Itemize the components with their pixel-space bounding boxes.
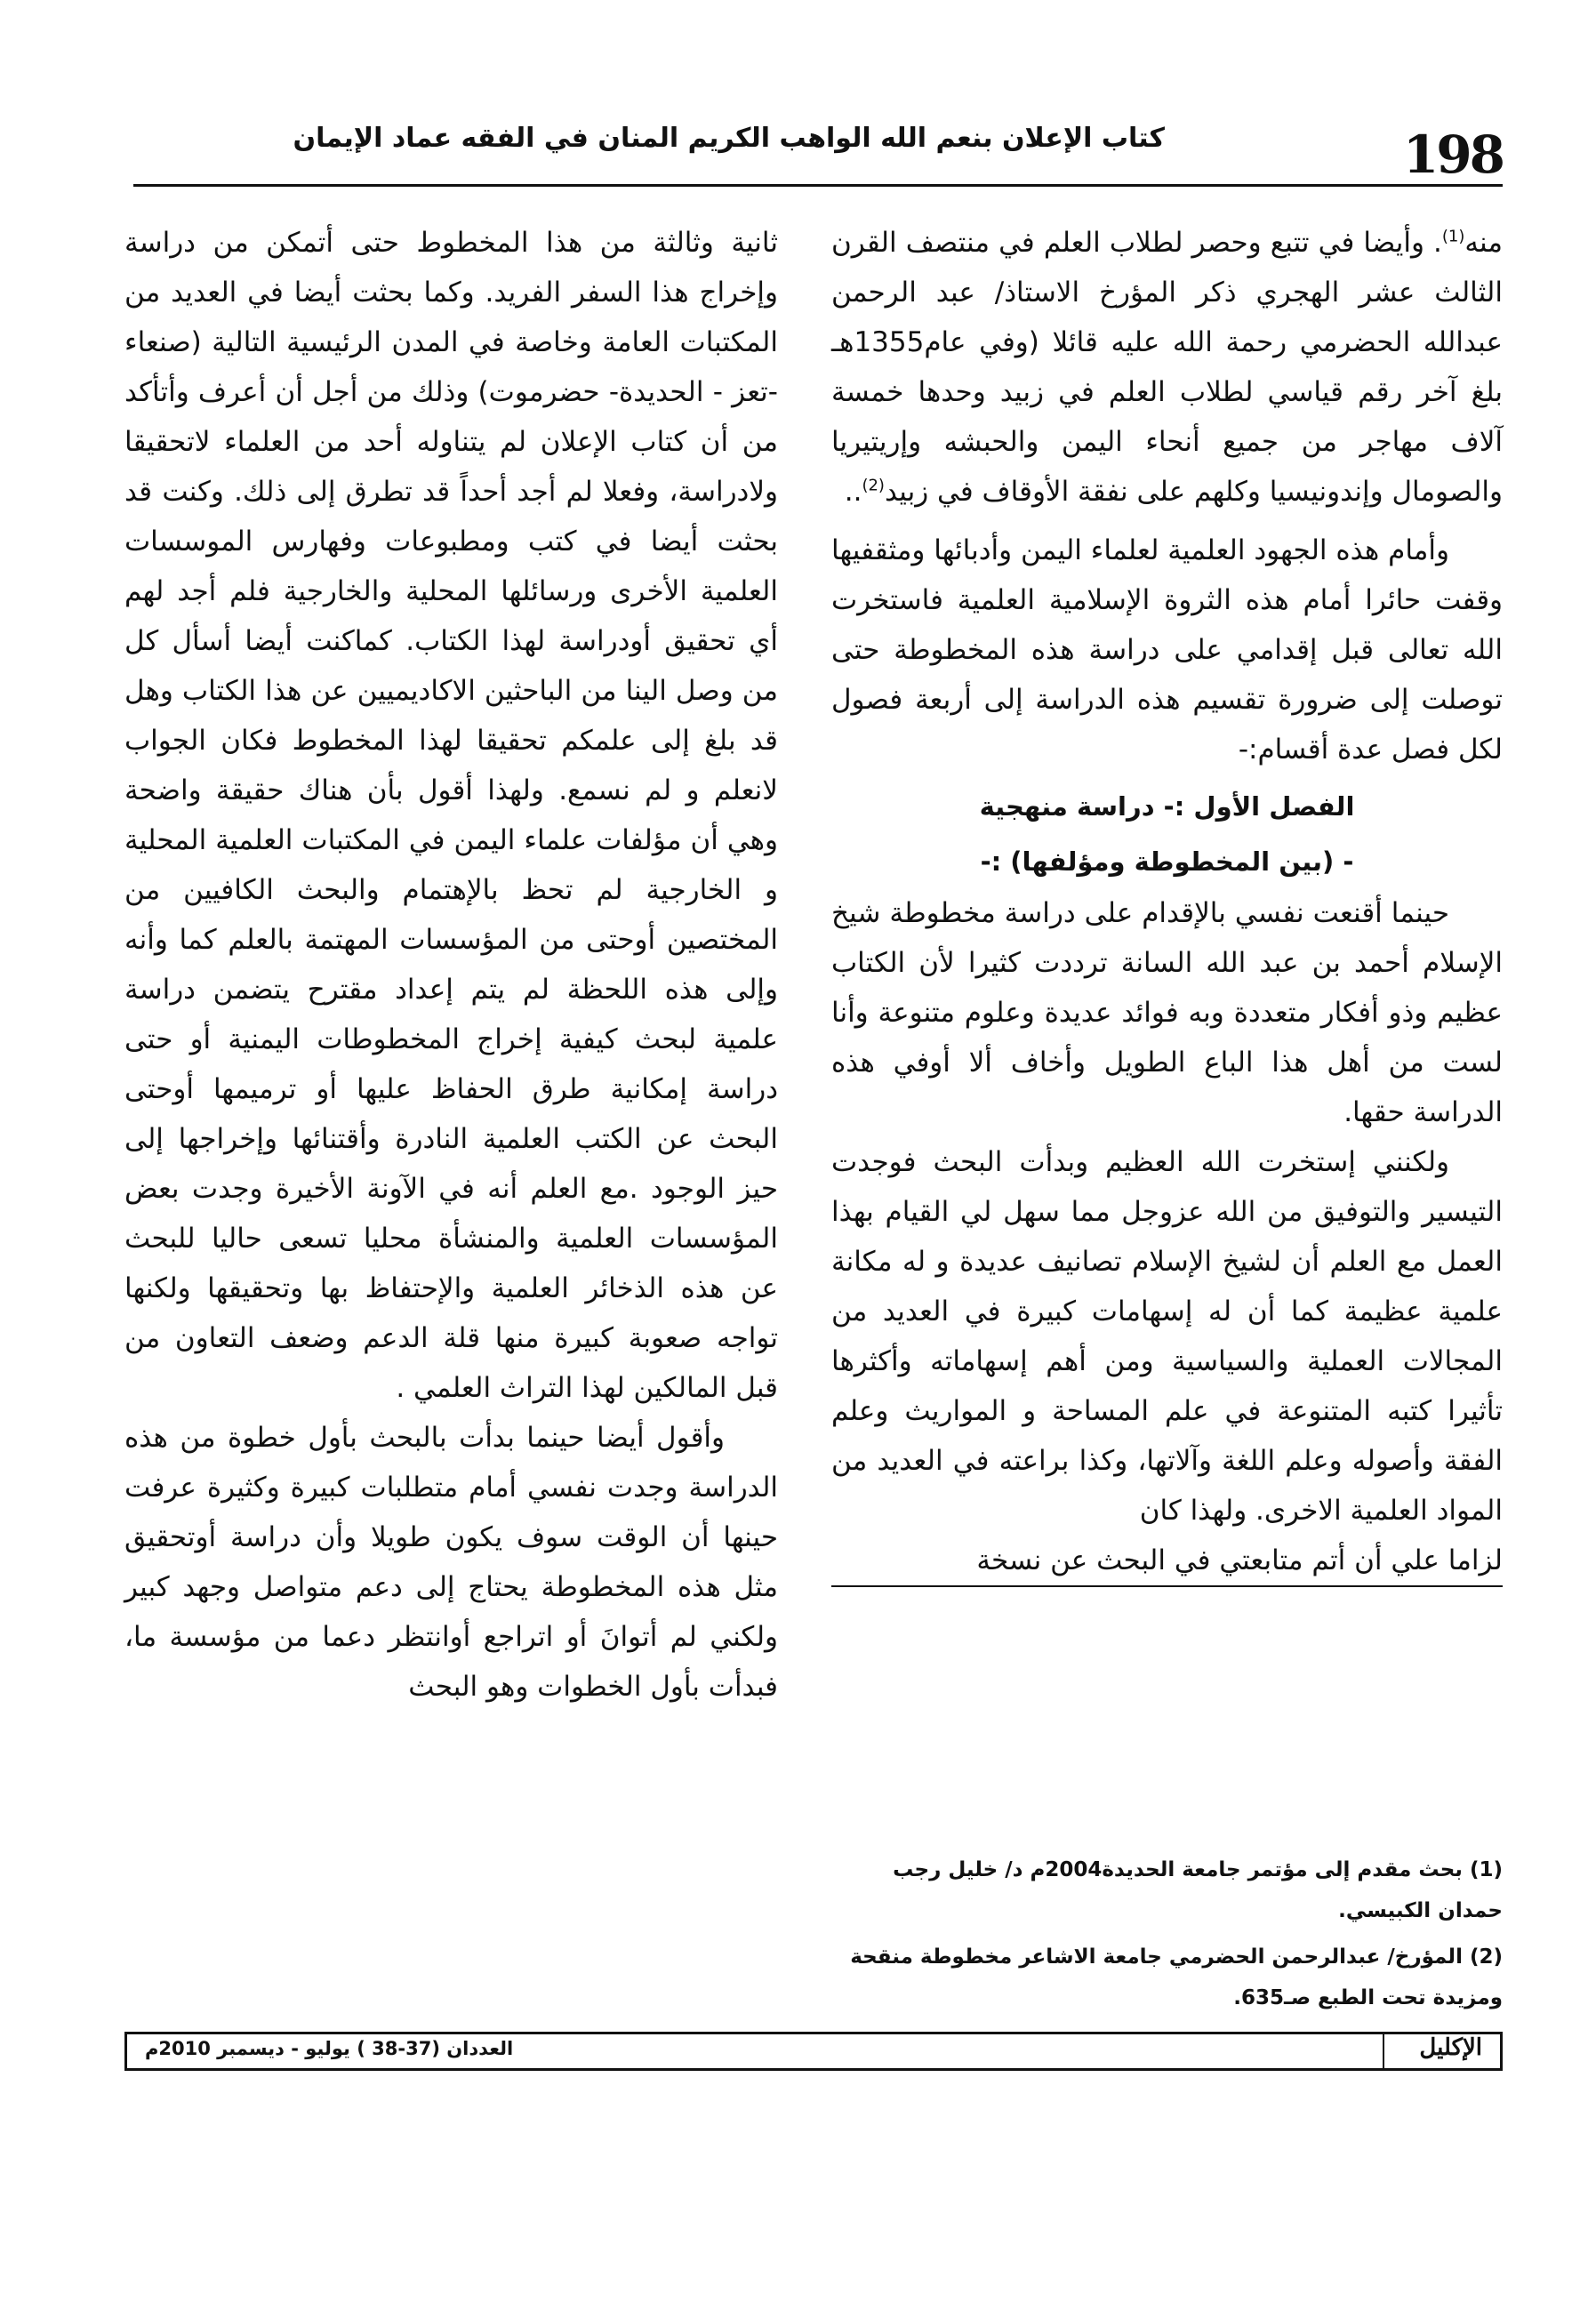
section-subheading: - (بين المخطوطة ومؤلفها) :-	[980, 846, 1354, 877]
footnote-2: (2) المؤرخ/ عبدالرحمن الحضرمي جامعة الاشاعر مخطوطة منقحة ومزيدة تحت الطبع صـ635.	[850, 1945, 1503, 2009]
paragraph: وأمام هذه الجهود العلمية لعلماء اليمن وأدبائها ومثقفيها وقفت حائرا أمام هذه الثروة الإسلامية العلمية فاستخرت الله تعالى قبل إقدامي على دراسة هذه المخطوطة حتى توصلت إلى ضرورة تقسيم هذه الدراسة إلى أربعة فصول لكل فصل عدة أقسام:-	[831, 534, 1503, 766]
paragraph	[831, 218, 1503, 517]
paragraph: ولكنني إستخرت الله العظيم وبدأت البحث فوجدت التيسير والتوفيق من الله عزوجل مما سهل لي القيام بهذا العمل مع العلم أن لشيخ الإسلام تصانيف عديدة و له مكانة علمية عظيمة كما أن له إسهامات كبيرة في العديد من المجالات العملية والسياسية ومن أهم إسهاماته وأكثرها تأثيرا كتبه المتنوعة في علم المساحة و المواريث وعلم الفقة وأصوله وعلم اللغة وآلاتها، وكذا براعته في العديد من المواد العلمية الاخرى. ولهذا كان	[831, 1146, 1503, 1527]
paragraph: وأقول أيضا حينما بدأت بالبحث بأول خطوة من هذه الدراسة وجدت نفسي أمام متطلبات كبيرة وكثيرة عرفت حينها أن الوقت سوف يكون طويلا وأن دراسة أوتحقيق مثل هذه المخطوطة يحتاج إلى دعم متواصل وجهد كبير ولكني لم أتوانَ أو اتراجع أوانتظر دعما من مؤسسة ما، فبدأت بأول الخطوات وهو البحث	[124, 1422, 778, 1703]
text-span: منه	[1464, 227, 1503, 259]
issue-info: العددان (37-38 ) يوليو - ديسمبر 2010م	[145, 2038, 514, 2059]
text-span: . وأيضا في تتبع وحصر لطلاب العلم في منتصف القرن الثالث عشر الهجري ذكر المؤرخ الاستاذ/ عبد الرحمن عبدالله الحضرمي رحمة الله عليه قائلا (وفي عام1355هـ بلغ آخر رقم قياسي لطلاب العلم في زبيد وحدها خمسة آلاف مهاجر من جميع أنحاء اليمن والحبشه وإريتيريا والصومال وإندونيسيا وكلهم على نفقة الأوقاف في زبيد	[831, 227, 1503, 508]
paragraph: ثانية وثالثة من هذا المخطوط حتى أتمكن من دراسة وإخراج هذا السفر الفريد. وكما بحثت أيضا في العديد من المكتبات العامة وخاصة في المدن الرئيسية التالية (صنعاء -تعز - الحديدة- حضرموت) وذلك من أجل أن أعرف وأتأكد من أن كتاب الإعلان لم يتناوله أحد من العلماء لاتحقيقا ولادراسة، وفعلا لم أجد أحداً قد تطرق إلى ذلك. وكنت قد بحثت أيضا في كتب ومطبوعات وفهارس الموسسات العلمية الأخرى ورسائلها المحلية والخارجية فلم أجد لهم أي تحقيق أودراسة لهذا الكتاب. كماكنت أيضا أسأل كل من وصل الينا من الباحثين الاكاديميين عن هذا الكتاب وهل قد بلغ إلى علمكم تحقيقا لهذا المخطوط فكان الجواب لانعلم و لم نسمع. ولهذا أقول بأن هناك حقيقة واضحة وهي أن مؤلفات علماء اليمن في المكتبات العلمية المحلية و الخارجية لم تحظ بالإهتمام والبحث الكافيين من المختصين أوحتى من المؤسسات المهتمة بالعلم كما وأنه وإلى هذه اللحظة لم يتم إعداد مقترح يتضمن دراسة علمية لبحث كيفية إخراج المخطوطات اليمنية أو حتى دراسة إمكانية طرق الحفاظ عليها أو ترميمها أوحتى البحث عن الكتب العلمية النادرة وأقتنائها وإخراجها إلى حيز الوجود .مع العلم أنه في الآونة الأخيرة وجدت بعض المؤسسات العلمية والمنشأة محليا تسعى حاليا للبحث عن هذه الذخائر العلمية والإحتفاظ بها وتحقيقها ولكنها تواجه صعوبة كبيرة منها قلة الدعم وضعف التعاون من قبل المالكين لهذا التراث العلمي .	[124, 227, 778, 1404]
paragraph: حينما أقنعت نفسي بالإقدام على دراسة مخطوطة شيخ الإسلام أحمد بن عبد الله السانة ترددت كثيرا لأن الكتاب عظيم وذو أفكار متعددة وبه فوائد عديدة وعلوم متنوعة وأنا لست من أهل هذا الباع الطويل وأخاف ألا أوفي هذه الدراسة حقها.	[831, 897, 1503, 1128]
footnote-ref-2: (2)	[862, 476, 885, 495]
section-heading: الفصل الأول :- دراسة منهجية	[979, 791, 1355, 822]
journal-name: الإكليل	[1419, 2034, 1482, 2061]
running-title: كتاب الإعلان بنعم الله الواهب الكريم المنان في الفقه عماد الإيمان	[293, 123, 1165, 154]
footer-divider	[1383, 2034, 1384, 2068]
page-footer	[124, 2032, 1503, 2071]
footnotes	[831, 1849, 1503, 2024]
left-column	[124, 218, 778, 1712]
page-number: 198	[1402, 124, 1503, 185]
underlined-line: لزاما علي أن أتم متابعتي في البحث عن نسخة	[831, 1536, 1503, 1587]
footnote-1: (1) بحث مقدم إلى مؤتمر جامعة الحديدة2004م د/ خليل رجب حمدان الكبيسي.	[893, 1858, 1503, 1922]
text-span: ..	[844, 476, 862, 508]
right-column	[831, 218, 1503, 1587]
page-header	[133, 98, 1503, 187]
header-rule	[133, 184, 1503, 187]
footnote-ref-1: (1)	[1441, 227, 1465, 246]
